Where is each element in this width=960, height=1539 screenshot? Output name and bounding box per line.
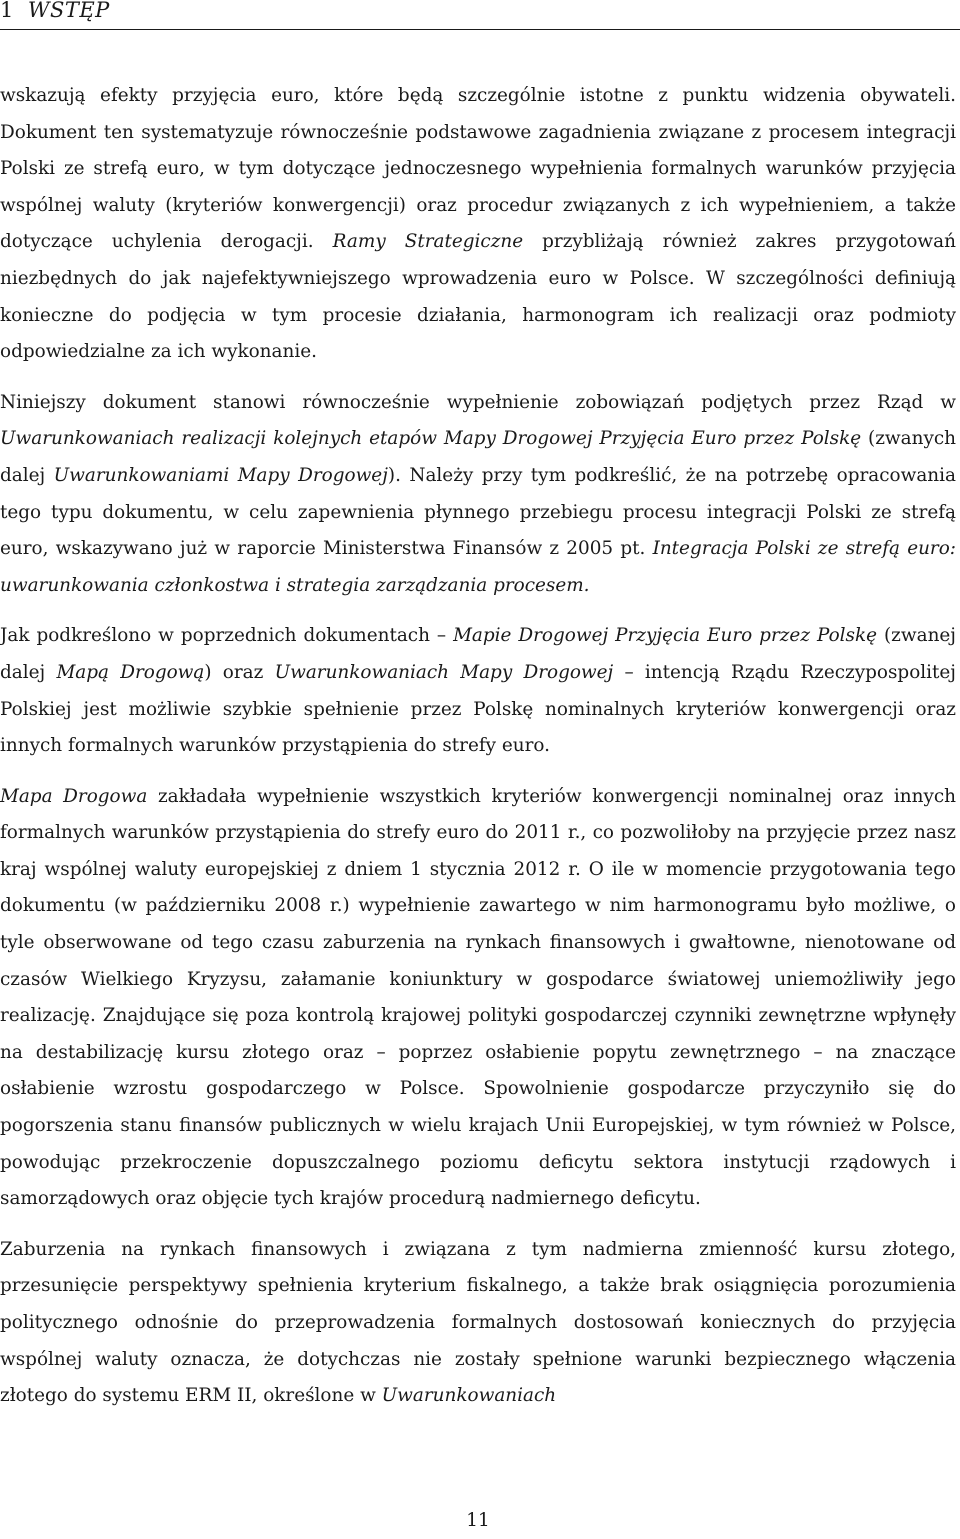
paragraph: [0, 78, 956, 371]
chapter-title: WSTĘP: [27, 0, 110, 22]
text-run: Niniejszy dokument stanowi równocześnie wypełnienie zobowiązań podjętych przez Rząd w: [0, 391, 956, 413]
header-rule: [0, 29, 960, 30]
italic-text: Mapie Drogowej Przyjęcia Euro przez Polskę: [453, 625, 878, 647]
paragraph: [0, 779, 956, 1218]
text-run: Zaburzenia na rynkach finansowych i związana z tym nadmierna zmienność kursu złotego, przesunięcie perspektywy spełnienia kryterium fiskalnego, a także brak osiągnięcia porozumienia politycznego odnośnie do przeprowadzenia formalnych dostosowań koniecznych do przyjęcia wspólnej waluty oznacza, że dotychczas nie zostały spełnione warunki bezpiecznego włączenia złotego do systemu ERM II, określone w: [0, 1238, 956, 1407]
page-number: 11: [466, 1510, 490, 1531]
text-run: – intencją Rządu Rzeczypospolitej Polskiej jest możliwie szybkie spełnienie przez Polskę nominalnych kryteriów konwergencji oraz innych formalnych warunków przystąpienia do strefy euro.: [0, 661, 957, 757]
text-run: ). Należy przy tym podkreślić, że na potrzebę opracowania tego typu dokumentu, w celu zapewnienia płynnego przebiegu procesu integracji Polski ze strefą euro, wskazywano już w raporcie Ministerstwa Finansów z 2005 pt.: [0, 464, 956, 560]
paragraph: [0, 385, 956, 605]
italic-text: Mapa Drogowa: [0, 785, 148, 807]
italic-text: Uwarunkowaniach realizacji kolejnych etapów Mapy Drogowej Przyjęcia Euro przez Polskę: [0, 428, 862, 450]
italic-text: Mapą Drogową: [56, 661, 205, 683]
running-header: [0, 0, 110, 22]
body-text: [0, 78, 956, 1429]
text-run: (zwanej dalej: [0, 625, 956, 683]
text-run: przybliżają również zakres przygotowań niezbędnych do jak najefektywniejszego wprowadzenia euro w Polsce. W szczególności definiują konieczne do podjęcia w tym procesie działania, harmonogram ich realizacji oraz podmioty odpowiedzialne za ich wykonanie.: [0, 231, 956, 363]
chapter-number: 1: [0, 0, 14, 22]
italic-text: Uwarunkowaniami Mapy Drogowej: [53, 464, 388, 486]
paragraph: [0, 618, 956, 764]
italic-text: Uwarunkowaniach Mapy Drogowej: [274, 661, 614, 683]
italic-text: Integracja Polski ze strefą euro: uwarunkowania członkostwa i strategia zarządzania procesem.: [0, 538, 956, 596]
text-run: Jak podkreślono w poprzednich dokumentach –: [0, 625, 454, 647]
italic-text: Uwarunkowaniach: [381, 1385, 557, 1407]
italic-text: Ramy Strategiczne: [332, 231, 524, 253]
text-run: ) oraz: [204, 661, 275, 683]
paragraph: [0, 1232, 956, 1415]
text-run: wskazują efekty przyjęcia euro, które będą szczególnie istotne z punktu widzenia obywateli. Dokument ten systematyzuje równocześnie podstawowe zagadnienia związane z procesem integracji Polski ze strefą euro, w tym dotyczące jednoczesnego wypełnienia formalnych warunków przyjęcia wspólnej waluty (kryteriów konwergencji) oraz procedur związanych z ich wypełnieniem, a także dotyczące uchylenia derogacji.: [0, 85, 956, 253]
text-run: zakładała wypełnienie wszystkich kryteriów konwergencji nominalnej oraz innych formalnych warunków przystąpienia do strefy euro do 2011 r., co pozwoliłoby na przyjęcie przez nasz kraj wspólnej waluty europejskiej z dniem 1 stycznia 2012 r. O ile w momencie przygotowania tego dokumentu (w październiku 2008 r.) wypełnienie zawartego w nim harmonogramu było możliwe, o tyle obserwowane od tego czasu zaburzenia na rynkach finansowych i gwałtowne, nienotowane od czasów Wielkiego Kryzysu, załamanie koniunktury w gospodarce światowej uniemożliwiły jego realizację. Znajdujące się poza kontrolą krajowej polityki gospodarczej czynniki zewnętrzne wpłynęły na destabilizację kursu złotego oraz – poprzez osłabienie popytu zewnętrznego – na znaczące osłabienie wzrostu gospodarczego w Polsce. Spowolnienie gospodarcze przyczyniło się do pogorszenia stanu finansów publicznych w wielu krajach Unii Europejskiej, w tym również w Polsce, powodując przekroczenie dopuszczalnego poziomu deficytu sektora instytucji rządowych i samorządowych oraz objęcie tych krajów procedurą nadmiernego deficytu.: [0, 785, 956, 1210]
text-run: (zwanych dalej: [0, 428, 956, 486]
